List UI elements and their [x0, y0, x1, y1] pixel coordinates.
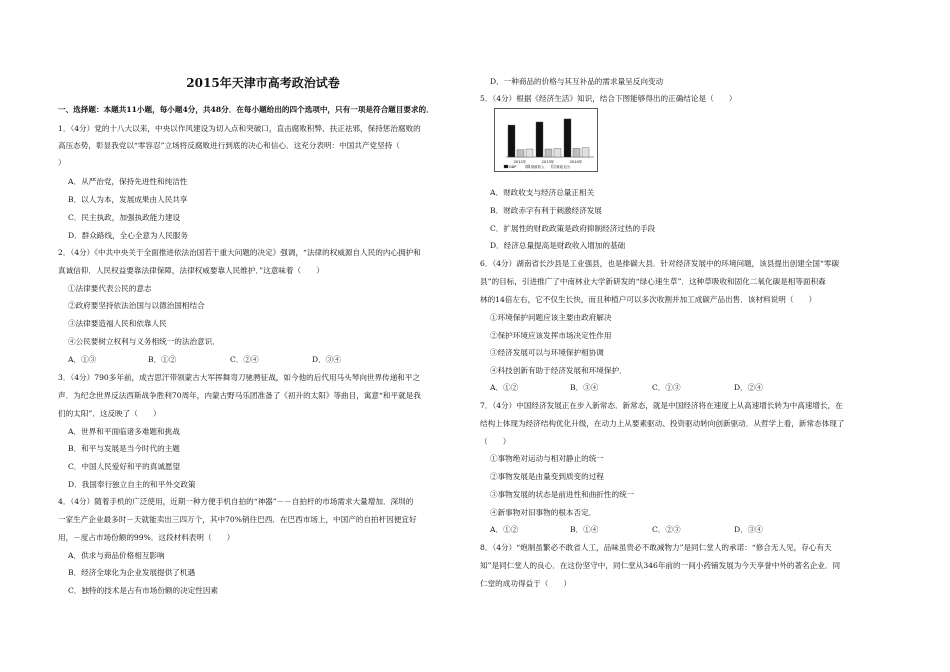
- q6-statement-4: ④科技创新有助于经济发展和环境保护．: [490, 366, 627, 375]
- q6-option-b[interactable]: B．③④: [570, 383, 599, 392]
- q8-line-3: 仁堂的成功得益于（ ）: [480, 579, 572, 588]
- q3-option-a[interactable]: A．世界和平面临诸多难题和挑战: [68, 427, 180, 436]
- q2-line-2: 真诚信仰．人民权益要靠法律保障，法律权威要靠人民维护．”这意味着（ ）: [58, 266, 324, 275]
- q5-option-d[interactable]: D．经济总量提高是财政收入增加的基础: [490, 241, 626, 250]
- bar-GDP-2014年: [564, 119, 571, 157]
- q6-option-c[interactable]: C．①③: [652, 383, 681, 392]
- q6-option-a[interactable]: A．①②: [490, 383, 519, 392]
- bar-财政支出-2012年: [526, 149, 533, 157]
- q7-option-c[interactable]: C．②③: [652, 525, 681, 534]
- q2-statement-3: ③法律要造福人民和依靠人民: [68, 319, 167, 328]
- x-tick-label: 2013年: [541, 160, 555, 164]
- bar-GDP-2013年: [536, 122, 543, 157]
- chart-x-ticks: [514, 159, 583, 164]
- q7-statement-4: ④新事物对旧事物的根本否定．: [490, 508, 597, 517]
- q5-bar-chart: [494, 108, 598, 172]
- q7-option-b[interactable]: B．①④: [570, 525, 599, 534]
- q3-option-c[interactable]: C．中国人民爱好和平的真诚愿望: [68, 462, 181, 471]
- q2-option-b[interactable]: B．①②: [148, 355, 177, 364]
- q7-statement-3: ③事物发展的状态是前进性和曲折性的统一: [490, 490, 635, 499]
- q4-option-c[interactable]: C．独特的技术是占有市场份额的决定性因素: [68, 586, 219, 595]
- q2-option-a[interactable]: A．①③: [68, 355, 97, 364]
- q6-option-d[interactable]: D．②④: [734, 383, 763, 392]
- q7-statement-1: ①事物绝对运动与相对静止的统一: [490, 454, 604, 463]
- q6-statement-3: ③经济发展可以与环境保护相协调: [490, 348, 604, 357]
- q6-statement-2: ②保护环境应该发挥市场决定性作用: [490, 331, 612, 340]
- q6-line-3: 林的14倍左右，它不仅生长快，而且种植户可以多次收割并加工成碳产品出售．该材料说明（ ）: [480, 295, 817, 304]
- section-heading: 一、选择题：本题共11小题，每小题4分，共48分．在每小题给出的四个选项中，只有一项是符合题目要求的．: [58, 105, 434, 114]
- q3-option-b[interactable]: B．和平与发展是当今时代的主题: [68, 444, 180, 453]
- q2-option-c[interactable]: C．②④: [230, 355, 259, 364]
- q4-option-d[interactable]: D．一种商品的价格与其互补品的需求量呈反向变动: [490, 77, 664, 86]
- q2-statement-2: ②政府要坚持依法治国与以德治国相结合: [68, 301, 205, 310]
- bar-财政收入-2013年: [545, 149, 552, 157]
- q1-option-c[interactable]: C．民主执政，加强执政能力建设: [68, 213, 181, 222]
- bar-GDP-2012年: [508, 125, 515, 157]
- q1-line-1: 1．（4分）党的十八大以来，中央以作风建设为切入点和突破口，直击腐败积弊、扶正祛邪，保持惩治腐败的: [58, 124, 421, 133]
- q7-statement-2: ②事物发展是由量变到质变的过程: [490, 472, 604, 481]
- q1-line-2: 高压态势，彰显我党以“零容忍”立场将反腐败进行到底的决心和信心．这充分表明：中国共产党坚持（: [58, 141, 400, 150]
- q3-line-2: 声．为纪念世界反法西斯战争胜利70周年，内蒙古野马乐团准备了《初升的太阳》等曲目，寓意“和平就是我: [58, 391, 421, 400]
- q1-line-3: ）: [58, 158, 66, 167]
- q3-option-d[interactable]: D．我国奉行独立自主的和平外交政策: [68, 480, 196, 489]
- x-tick-label: 2014年: [569, 160, 583, 164]
- bar-财政收入-2014年: [573, 148, 580, 157]
- bar-财政支出-2014年: [582, 148, 589, 157]
- q7-option-a[interactable]: A．①②: [490, 525, 519, 534]
- q5-option-b[interactable]: B．财政赤字有利于刺激经济发展: [490, 206, 602, 215]
- q7-line-3: （ ）: [480, 437, 511, 446]
- legend-label: 财政收入: [530, 164, 545, 169]
- q4-option-a[interactable]: A．供求与商品价格相互影响: [68, 551, 165, 560]
- x-tick-label: 2012年: [513, 160, 527, 164]
- q2-statement-1: ①法律要代表公民的意志: [68, 284, 152, 293]
- q4-line-3: 用，－度占市场份额的99%．这段材料表明（ ）: [58, 533, 235, 542]
- q6-statement-1: ①环境保护问题应该主要由政府解决: [490, 313, 612, 322]
- q6-line-2: 县”的目标，引进推广了中南林业大学新研发的“绿心速生草”．这种草吸收和固化二氧化碳是相等面积森: [480, 277, 826, 286]
- bar-财政支出-2013年: [554, 148, 561, 157]
- q3-line-1: 3．（4分）790多年前，成吉思汗带领蒙古大军挥舞弯刀驰骋征战，如今他的后代用马头琴向世界传递和平之: [58, 373, 421, 382]
- legend-swatch-财政收入: [526, 165, 530, 168]
- bar-财政收入-2012年: [517, 150, 524, 157]
- q5-option-a[interactable]: A．财政收支与经济总量正相关: [490, 188, 595, 197]
- q1-option-b[interactable]: B．以人为本，发展成果由人民共享: [68, 195, 188, 204]
- q1-option-d[interactable]: D．群众路线，全心全意为人民服务: [68, 231, 188, 240]
- q4-line-1: 4．（4分）随着手机的广泛使用，近期一种方便手机自拍的“神器”－－自拍杆的市场需求大量增加．深圳的: [58, 497, 414, 506]
- q8-line-2: 知”是同仁堂人的良心．在这份坚守中，同仁堂从346年前的一间小药铺发展为今天享誉中外的著名企业．同: [480, 561, 841, 570]
- q4-line-2: 一家生产企业最多时－天就能卖出三四万个，其中70%销往巴西．在巴西市场上，中国产的自拍杆因便宜好: [58, 515, 417, 524]
- legend-swatch-财政支出: [551, 165, 555, 168]
- q2-option-d[interactable]: D．③④: [312, 355, 341, 364]
- q7-line-1: 7．（4分）中国经济发展正在步入新常态．新常态，就是中国经济将在速度上从高速增长转为中高速增长，在: [480, 401, 843, 410]
- legend-swatch-GDP: [504, 165, 508, 168]
- q1-option-a[interactable]: A．从严治党，保持先进性和纯洁性: [68, 177, 188, 186]
- legend-label: 财政支出: [556, 164, 570, 169]
- q4-option-b[interactable]: B．经济全球化为企业发展提供了机遇: [68, 568, 196, 577]
- q5-option-c[interactable]: C．扩展性的财政政策是政府抑制经济过热的手段: [490, 224, 656, 233]
- q7-option-d[interactable]: D．③④: [734, 525, 763, 534]
- legend-label: GDP: [509, 164, 517, 169]
- chart-legend: [504, 164, 570, 169]
- q8-line-1: 8．（4分）“炮制虽繁必不敢省人工，品味虽贵必不敢减物力”是同仁堂人的承诺：“修合无人见，存心有天: [480, 543, 832, 552]
- q2-line-1: 2．（4分）《中共中央关于全面推进依法治国若干重大问题的决定》强调，“法律的权威源自人民的内心拥护和: [58, 248, 421, 257]
- q7-line-2: 结构上体现为经济结构优化升级，在动力上从要素驱动、投资驱动转向创新驱动．从哲学上看，新常态体现了: [480, 419, 845, 428]
- q6-line-1: 6．（4分）湖南省长沙县是工业强县，也是排碳大县．针对经济发展中的环境问题，该县提出创建全国“零碳: [480, 259, 840, 268]
- q3-line-3: 们的太阳”．这反映了（ ）: [58, 409, 161, 418]
- page-title: 2015年天津市高考政治试卷: [186, 76, 340, 90]
- q5-line-1: 5．（4分）根据《经济生活》知识，结合下图能够得出的正确结论是（ ）: [480, 94, 737, 103]
- q2-statement-4: ④公民要树立权利与义务相统一的法治意识．: [68, 337, 220, 346]
